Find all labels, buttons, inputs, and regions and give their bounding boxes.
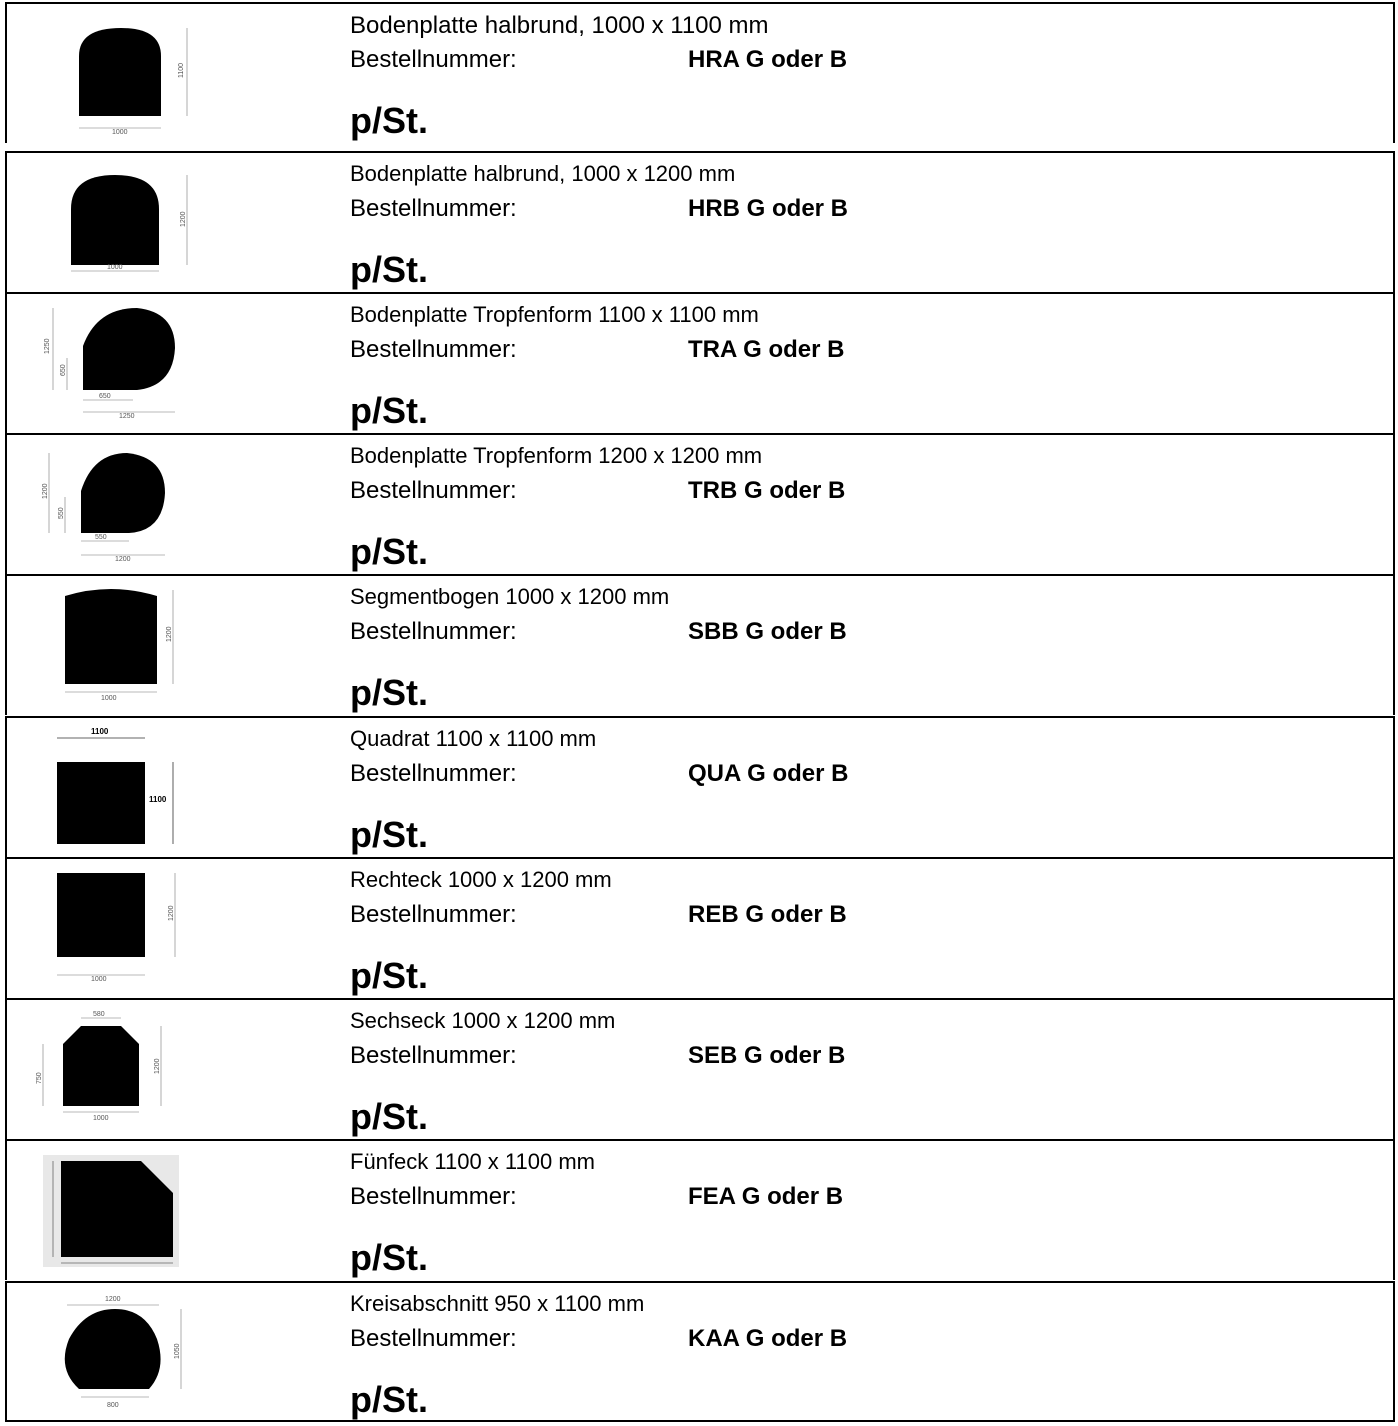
price-unit: p/St.	[350, 390, 428, 431]
product-description: Quadrat 1100 x 1100 mm	[350, 726, 597, 751]
svg-text:1200: 1200	[115, 556, 131, 563]
product-catalog	[5, 0, 1395, 1424]
order-code: KAA G oder B	[688, 1325, 848, 1352]
svg-text:1000: 1000	[101, 695, 117, 702]
svg-text:1200: 1200	[42, 483, 49, 499]
order-number-label: Bestellnummer:	[350, 760, 517, 787]
product-row	[5, 292, 1395, 433]
product-description: Rechteck 1000 x 1200 mm	[350, 867, 612, 892]
order-number-label: Bestellnummer:	[350, 901, 517, 928]
halbrund-icon	[37, 8, 197, 140]
order-number-label: Bestellnummer:	[350, 477, 517, 504]
svg-text:1250: 1250	[119, 413, 135, 420]
product-row	[5, 1139, 1395, 1280]
product-description: Bodenplatte Tropfenform 1200 x 1200 mm	[350, 443, 763, 468]
product-description: Segmentbogen 1000 x 1200 mm	[350, 584, 670, 609]
product-description: Kreisabschnitt 950 x 1100 mm	[350, 1291, 645, 1316]
svg-text:1200: 1200	[168, 905, 175, 921]
fuenfeck-icon	[37, 1145, 197, 1277]
order-code: FEA G oder B	[688, 1183, 844, 1210]
product-row	[5, 998, 1395, 1139]
price-unit: p/St.	[350, 955, 428, 996]
svg-text:1000: 1000	[91, 976, 107, 983]
price-unit: p/St.	[350, 249, 428, 290]
svg-text:1050: 1050	[174, 1343, 181, 1359]
order-code: REB G oder B	[688, 901, 847, 928]
quadrat-icon	[37, 722, 197, 854]
svg-text:1000: 1000	[112, 129, 128, 136]
order-number-label: Bestellnummer:	[350, 195, 517, 222]
product-description: Bodenplatte halbrund, 1000 x 1100 mm	[350, 12, 769, 39]
tropfenform-icon	[37, 298, 197, 430]
svg-text:580: 580	[93, 1011, 105, 1018]
svg-text:550: 550	[95, 534, 107, 541]
order-code: SBB G oder B	[688, 618, 847, 645]
svg-text:1000: 1000	[93, 1115, 109, 1122]
halbrund-icon	[37, 157, 197, 289]
product-description: Bodenplatte Tropfenform 1100 x 1100 mm	[350, 302, 759, 327]
svg-text:1200: 1200	[180, 211, 187, 227]
svg-text:800: 800	[107, 1402, 119, 1409]
order-code: HRA G oder B	[688, 46, 848, 73]
order-number-label: Bestellnummer:	[350, 618, 517, 645]
product-row	[5, 857, 1395, 998]
order-number-label: Bestellnummer:	[350, 1042, 517, 1069]
svg-text:750: 750	[36, 1072, 43, 1084]
product-row	[5, 716, 1395, 857]
product-description: Bodenplatte halbrund, 1000 x 1200 mm	[350, 161, 736, 186]
tropfenform-icon	[37, 439, 197, 571]
order-code: TRA G oder B	[688, 336, 845, 363]
order-number-label: Bestellnummer:	[350, 1325, 517, 1352]
rechteck-icon	[37, 863, 197, 995]
svg-text:1100: 1100	[91, 727, 109, 736]
product-row	[5, 1281, 1395, 1422]
svg-text:1100: 1100	[178, 62, 185, 78]
svg-text:1200: 1200	[154, 1058, 161, 1074]
svg-text:1200: 1200	[105, 1296, 121, 1303]
svg-text:650: 650	[60, 364, 67, 376]
order-code: TRB G oder B	[688, 477, 846, 504]
order-code: QUA G oder B	[688, 760, 849, 787]
svg-text:1250: 1250	[44, 338, 51, 354]
price-unit: p/St.	[350, 814, 428, 855]
price-unit: p/St.	[350, 1096, 428, 1137]
segmentbogen-icon	[37, 580, 197, 712]
order-number-label: Bestellnummer:	[350, 46, 517, 73]
order-number-label: Bestellnummer:	[350, 1183, 517, 1210]
order-code: HRB G oder B	[688, 195, 849, 222]
svg-text:1000: 1000	[107, 264, 123, 271]
price-unit: p/St.	[350, 1379, 428, 1420]
price-unit: p/St.	[350, 672, 428, 713]
product-row	[5, 151, 1395, 292]
product-row	[5, 574, 1395, 715]
svg-text:550: 550	[58, 507, 65, 519]
svg-text:1200: 1200	[166, 626, 173, 642]
price-unit: p/St.	[350, 531, 428, 572]
price-unit: p/St.	[350, 1237, 428, 1278]
svg-text:1100: 1100	[149, 795, 167, 804]
product-row	[5, 2, 1395, 143]
product-description: Sechseck 1000 x 1200 mm	[350, 1008, 616, 1033]
kreisabschnitt-icon	[37, 1287, 197, 1419]
order-code: SEB G oder B	[688, 1042, 846, 1069]
order-number-label: Bestellnummer:	[350, 336, 517, 363]
sechseck-icon	[37, 1004, 197, 1136]
product-description: Fünfeck 1100 x 1100 mm	[350, 1149, 595, 1174]
price-unit: p/St.	[350, 100, 428, 141]
svg-text:650: 650	[99, 393, 111, 400]
product-row	[5, 433, 1395, 574]
